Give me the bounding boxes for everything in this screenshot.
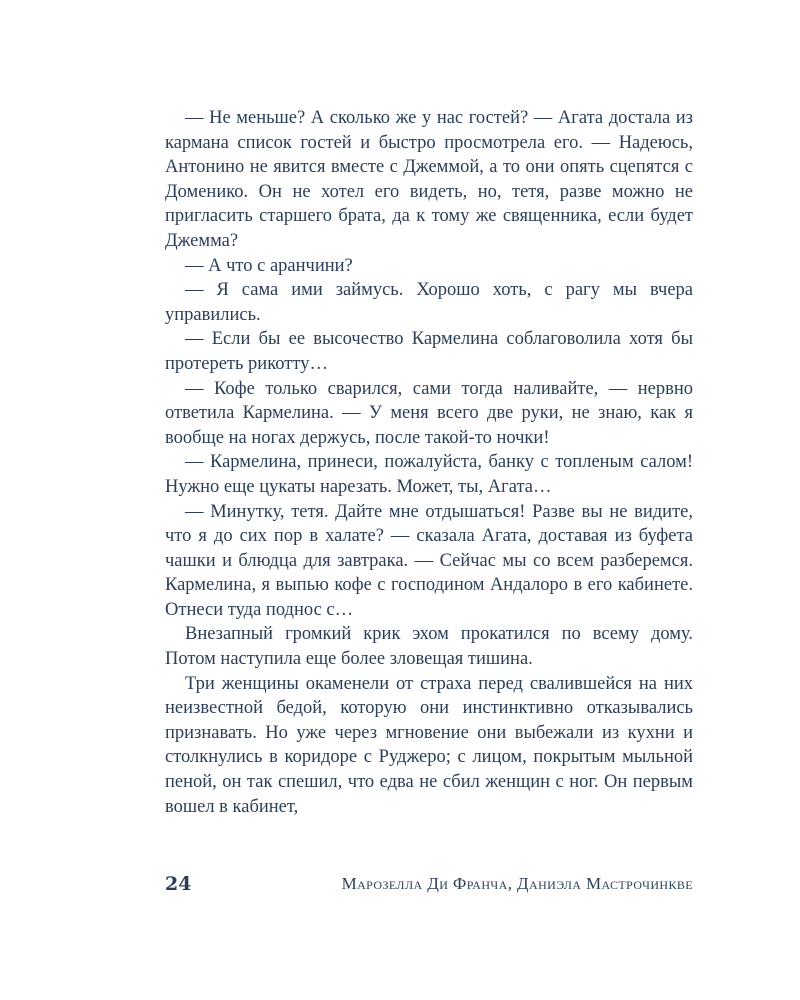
page-footer bbox=[165, 871, 693, 897]
paragraph: Внезапный громкий крик эхом прокатился по всему дому. Потом наступила еще более зловещая тишина. bbox=[165, 624, 693, 670]
paragraph: — Минутку, тетя. Дайте мне отдышаться! Разве вы не видите, что я до сих пор в халате? — сказала Агата, доставая из буфета чашки и блюдца для завтрака. — Сейчас мы со всем разберемся. Кармелина, я выпью кофе с господином Андалоро в его кабинете. Отнеси туда поднос с… bbox=[165, 501, 693, 620]
page-number: 24 bbox=[165, 873, 192, 895]
paragraph: — Кофе только сварился, сами тогда наливайте, — нервно ответила Кармелина. — У меня всего две руки, не знаю, как я вообще на ногах держусь, после такой-то ночки! bbox=[165, 378, 693, 448]
paragraph: — Не меньше? А сколько же у нас гостей? — Агата достала из кармана список гостей и быстро просмотрела его. — Надеюсь, Антонино не явится вместе с Джеммой, а то они опять сцепятся с Доменико. Он не хотел его видеть, но, тетя, разве можно не пригласить старшего брата, да к тому же священника, если будет Джемма? bbox=[165, 108, 693, 251]
running-head-authors: Марозелла Ди Франча, Даниэла Мастрочинкве bbox=[341, 874, 693, 893]
paragraph: Три женщины окаменели от страха перед свалившейся на них неизвестной бедой, которую они инстинктивно отказывались признавать. Но уже через мгновение они выбежали из кухни и столкнулись в коридоре с Руджеро; с лицом, покрытым мыльной пеной, он так спешил, что едва не сбил женщин с ног. Он первым вошел в кабинет, bbox=[165, 673, 693, 817]
body-text bbox=[165, 106, 693, 819]
paragraph: — Я сама ими займусь. Хорошо хоть, с рагу мы вчера управились. bbox=[165, 280, 693, 325]
paragraph: — Кармелина, принеси, пожалуйста, банку с топленым салом! Нужно еще цукаты нарезать. Может, ты, Агата… bbox=[165, 452, 693, 497]
paragraph: — А что с аранчини? bbox=[185, 255, 353, 276]
paragraph: — Если бы ее высочество Кармелина соблаговолила хотя бы протереть рикотту… bbox=[165, 329, 693, 374]
